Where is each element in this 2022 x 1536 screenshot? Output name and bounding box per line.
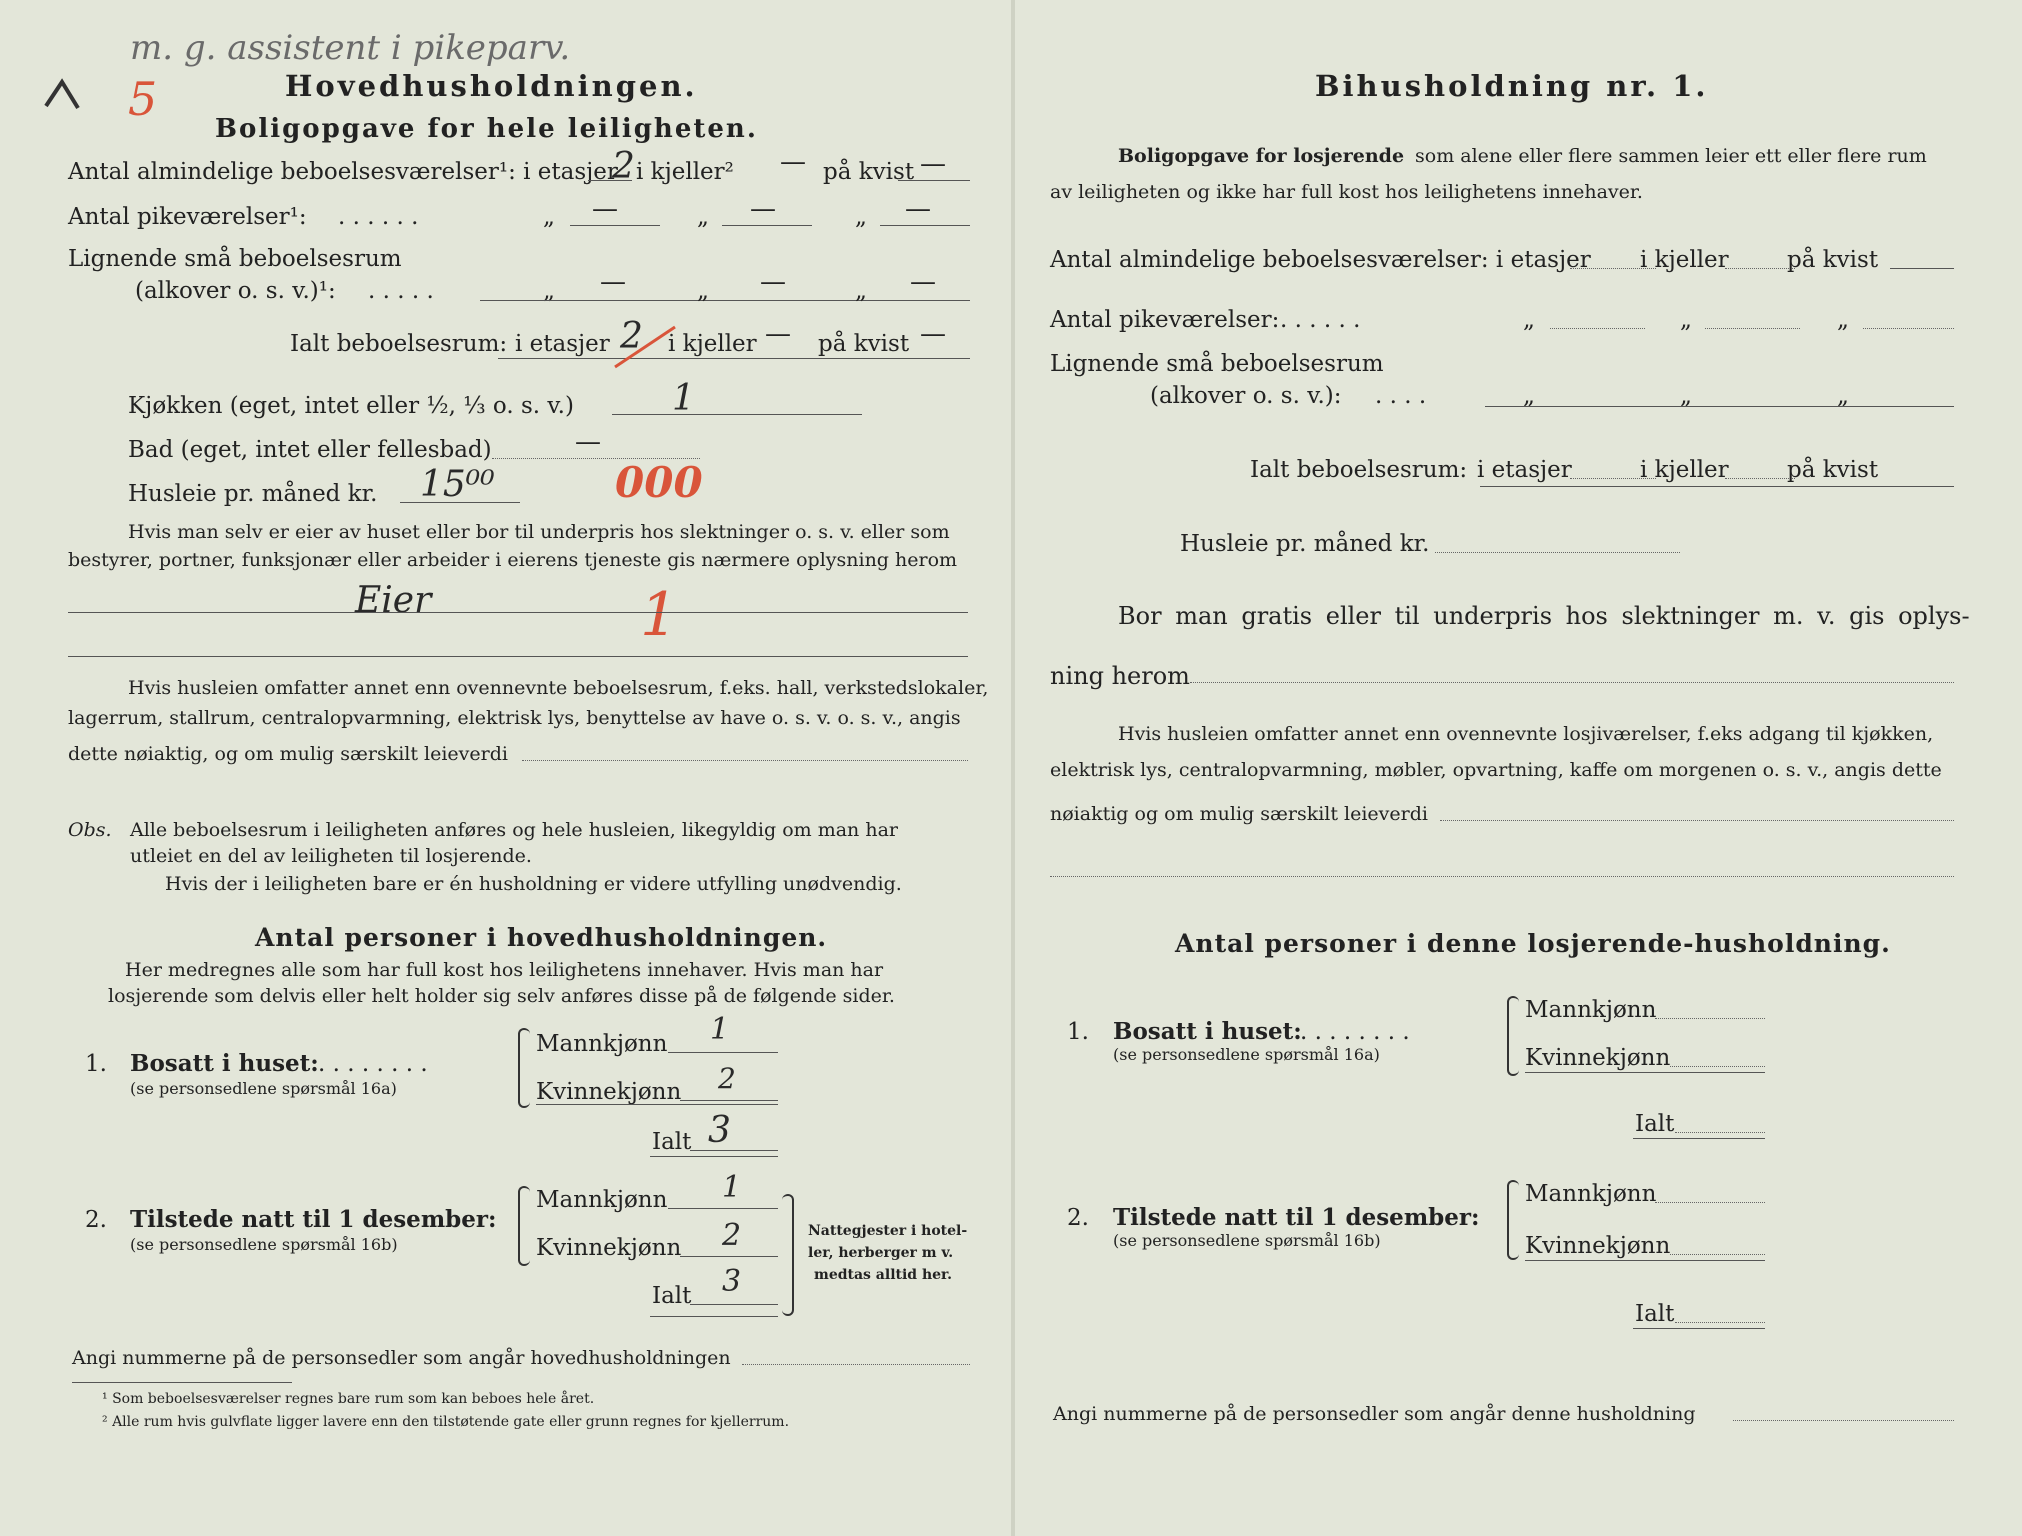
field-line [1485, 406, 1954, 407]
text-gratis-1: Bor man gratis eller til underpris hos slektninger m. v. gis oplys- [1118, 602, 1970, 630]
label-small-rooms-sub: Lignende små beboelsesrum [1050, 351, 1384, 377]
red-strike-mark [610, 322, 680, 372]
label-alkover-sub: (alkover o. s. v.): [1150, 383, 1342, 409]
label-ialt-sub: Ialt [1635, 1111, 1675, 1137]
label-paa-kvist-sub: på kvist [1787, 247, 1879, 273]
ditto-mark: „ [697, 278, 709, 304]
label-ialt: Ialt [652, 1283, 692, 1309]
field-line [1655, 1018, 1765, 1019]
obs-text-2: utleiet en del av leiligheten til losjerende. [130, 845, 532, 867]
field-line [690, 1304, 778, 1305]
field-line [1863, 328, 1954, 329]
tilstede-number-sub: 2. [1067, 1205, 1089, 1231]
label-bosatt-ref: (se personsedlene spørsmål 16a) [130, 1079, 397, 1098]
field-line [880, 225, 970, 226]
hw-bosatt-kvinne: 2 [718, 1062, 736, 1095]
ditto-mark: „ [1680, 383, 1692, 409]
label-i-kjeller: i kjeller [668, 331, 757, 357]
field-line [898, 180, 970, 181]
field-line [1733, 1420, 1954, 1421]
label-tilstede-ref: (se personsedlene spørsmål 16b) [130, 1235, 398, 1254]
field-line [498, 358, 970, 359]
hw-husleie: 15⁰⁰ [420, 464, 495, 505]
intro-bold: Boligopgave for losjerende [1118, 145, 1405, 167]
field-line [690, 1150, 778, 1151]
hw-dash: — [905, 194, 931, 224]
brace [518, 1186, 530, 1266]
field-line [522, 760, 968, 761]
field-line [1550, 328, 1645, 329]
field-line [650, 1156, 778, 1157]
label-husleie: Husleie pr. måned kr. [128, 481, 378, 507]
ditto-mark: „ [697, 204, 709, 230]
hw-red-one: 1 [640, 580, 679, 650]
field-line [1655, 1202, 1765, 1203]
label-ialt-rooms-sub: Ialt beboelsesrum: [1250, 457, 1468, 483]
label-angi-main: Angi nummerne på de personsedler som angår hovedhusholdningen [72, 1347, 731, 1369]
obs-label: Obs. [68, 819, 112, 841]
hw-eier: Eier [355, 580, 432, 621]
hw-ialt-etasjer: 2 [620, 316, 643, 357]
ditto-mark: „ [855, 204, 867, 230]
text-gratis-2: ning herom [1050, 662, 1190, 690]
field-line [1705, 328, 1800, 329]
label-mann-sub: Mannkjønn [1525, 997, 1657, 1023]
persons-note-2: losjerende som delvis eller helt holder sig selv anføres disse på de følgende sider. [108, 985, 895, 1007]
field-line [1525, 1072, 1765, 1073]
persons-title-main: Antal personer i hovedhusholdningen. [255, 923, 828, 952]
label-bosatt-ref-sub: (se personsedlene spørsmål 16a) [1113, 1045, 1380, 1064]
bosatt-number: 1. [85, 1051, 107, 1077]
label-angi-sub: Angi nummerne på de personsedler som angår denne husholdning [1053, 1403, 1696, 1425]
ditto-mark: „ [543, 278, 555, 304]
hw-dash: — [920, 149, 946, 179]
field-line [668, 1208, 778, 1209]
hw-alm-etasjer: 2 [612, 146, 635, 187]
label-alm-rooms: Antal almindelige beboelsesværelser¹: i etasjer [68, 159, 618, 185]
obs-text-3: Hvis der i leiligheten bare er én husholdning er videre utfylling unødvendig. [165, 873, 902, 895]
text-omfatter-2: lagerrum, stallrum, centralopvarmning, elektrisk lys, benyttelse av have o. s. v. o. s. v., angis [68, 707, 961, 729]
field-line [1675, 1322, 1765, 1323]
hw-bosatt-ialt: 3 [708, 1110, 731, 1151]
field-line [570, 225, 660, 226]
hw-tilstede-ialt: 3 [722, 1264, 742, 1299]
text-eier-1: Hvis man selv er eier av huset eller bor til underpris hos slektninger o. s. v. eller som [128, 521, 950, 543]
field-line [650, 1316, 778, 1317]
field-line [668, 1052, 778, 1053]
label-mann-sub: Mannkjønn [1525, 1181, 1657, 1207]
ditto-mark: „ [1680, 307, 1692, 333]
field-line [1525, 1260, 1765, 1261]
field-line [722, 225, 812, 226]
field-line [1670, 1066, 1765, 1067]
ditto-mark: „ [1837, 383, 1849, 409]
field-line [536, 1104, 778, 1105]
intro-text-1: som alene eller flere sammen leier ett eller flere rum [1415, 145, 1927, 167]
field-line [1725, 268, 1795, 269]
label-alm-rooms-sub: Antal almindelige beboelsesværelser: i etasjer [1050, 247, 1591, 273]
hw-dash: — [780, 147, 806, 177]
footnote-1: ¹ Som beboelsesværelser regnes bare rum som kan beboes hele året. [102, 1391, 595, 1407]
field-line [68, 612, 968, 613]
brace [1507, 996, 1519, 1076]
label-paa-kvist: på kvist [823, 159, 915, 185]
label-tilstede-sub: Tilstede natt til 1 desember: [1113, 1204, 1480, 1231]
hw-dash: — [600, 267, 626, 297]
brace [1507, 1180, 1519, 1260]
field-line [1440, 820, 1954, 821]
label-pike-rooms: Antal pikeværelser¹: [68, 204, 307, 230]
tilstede-number: 2. [85, 1207, 107, 1233]
label-pike-rooms-sub: Antal pikeværelser: [1050, 307, 1280, 333]
hw-dash: — [760, 267, 786, 297]
field-line [1480, 486, 1954, 487]
label-i-etasjer: i etasjer [515, 331, 610, 357]
ditto-mark: „ [1837, 307, 1849, 333]
label-tilstede: Tilstede natt til 1 desember: [130, 1206, 497, 1233]
text-omfatter-sub-2: elektrisk lys, centralopvarmning, møbler, opvartning, kaffe om morgenen o. s. v., angis dette [1050, 759, 1942, 781]
label-bosatt: Bosatt i huset: [130, 1050, 319, 1077]
page-title-sub: Bihusholdning nr. 1. [1315, 69, 1709, 103]
brace [782, 1194, 794, 1316]
obs-text-1: Alle beboelsesrum i leiligheten anføres og hele husleien, likegyldig om man har [130, 819, 898, 841]
ditto-mark: „ [855, 278, 867, 304]
label-tilstede-ref-sub: (se personsedlene spørsmål 16b) [1113, 1231, 1381, 1250]
label-mann: Mannkjønn [536, 1187, 668, 1213]
field-line [1190, 682, 1954, 683]
dots: . . . . . . [338, 204, 419, 230]
text-omfatter-sub-3: nøiaktig og om mulig særskilt leieverdi [1050, 803, 1428, 825]
field-line [480, 300, 970, 301]
ditto-mark: „ [1523, 307, 1535, 333]
label-small-rooms: Lignende små beboelsesrum [68, 246, 402, 272]
label-kvinne-sub: Kvinnekjønn [1525, 1045, 1671, 1071]
persons-note-1: Her medregnes alle som har full kost hos leilighetens innehaver. Hvis man har [125, 959, 884, 981]
field-line [1435, 552, 1680, 553]
footnote-divider [72, 1382, 292, 1383]
label-kvinne: Kvinnekjønn [536, 1079, 682, 1105]
hw-kjokken: 1 [672, 378, 695, 419]
footnote-2: ² Alle rum hvis gulvflate ligger lavere enn den tilstøtende gate eller grunn regnes for kjellerrum. [102, 1414, 790, 1430]
label-paa-kvist-sub: på kvist [1787, 457, 1879, 483]
field-line [612, 414, 862, 415]
hw-dash: — [592, 194, 618, 224]
label-husleie-sub: Husleie pr. måned kr. [1180, 531, 1430, 557]
label-ialt-rooms: Ialt beboelsesrum: [290, 331, 508, 357]
hw-dash: — [765, 319, 791, 349]
dots: . . . . . . . . [318, 1051, 428, 1077]
field-line [680, 1256, 778, 1257]
label-i-kjeller-sub: i kjeller [1640, 457, 1729, 483]
text-omfatter-sub-1: Hvis husleien omfatter annet enn ovennevnte losjiværelser, f.eks adgang til kjøkken, [1118, 723, 1934, 745]
dots: . . . . . . [1280, 307, 1361, 333]
label-kjokken: Kjøkken (eget, intet eller ½, ⅓ o. s. v.) [128, 393, 574, 419]
label-alkover: (alkover o. s. v.)¹: [135, 278, 336, 304]
hw-tilstede-mann: 1 [722, 1170, 742, 1205]
label-bad: Bad (eget, intet eller fellesbad) [128, 437, 492, 463]
label-i-kjeller-sub: i kjeller [1640, 247, 1729, 273]
page-subtitle-main: Boligopgave for hele leiligheten. [215, 114, 758, 144]
field-line [68, 656, 968, 657]
check-mark-icon [42, 78, 82, 112]
bosatt-number-sub: 1. [1067, 1019, 1089, 1045]
dots: . . . . . . . . [1300, 1019, 1410, 1045]
note-nattegjester-3: medtas alltid her. [814, 1267, 953, 1283]
persons-title-sub: Antal personer i denne losjerende-husholdning. [1175, 929, 1891, 958]
field-line [742, 1364, 970, 1365]
label-paa-kvist: på kvist [818, 331, 910, 357]
label-kvinne: Kvinnekjønn [536, 1235, 682, 1261]
hw-dash: — [920, 319, 946, 349]
label-i-etasjer-sub: i etasjer [1477, 457, 1572, 483]
handwritten-red-five: 5 [128, 72, 158, 126]
field-line [1670, 1254, 1765, 1255]
dots: . . . . [1375, 383, 1427, 409]
hw-tilstede-kvinne: 2 [722, 1218, 742, 1253]
note-nattegjester-2: ler, herberger m v. [808, 1245, 954, 1261]
field-line [1725, 478, 1795, 479]
label-kjeller: i kjeller² [636, 159, 734, 185]
page-title-main: Hovedhusholdningen. [285, 69, 698, 103]
label-ialt-sub: Ialt [1635, 1301, 1675, 1327]
field-line [1890, 268, 1954, 269]
note-nattegjester-1: Nattegjester i hotel- [808, 1223, 968, 1239]
ditto-mark: „ [1523, 383, 1535, 409]
label-mann: Mannkjønn [536, 1031, 668, 1057]
text-omfatter-1: Hvis husleien omfatter annet enn ovennevnte beboelsesrum, f.eks. hall, verkstedslokaler, [128, 677, 989, 699]
field-line [680, 1100, 778, 1101]
hw-husleie-red: 000 [615, 458, 703, 507]
field-line [1050, 876, 1954, 877]
label-kvinne-sub: Kvinnekjønn [1525, 1233, 1671, 1259]
label-ialt: Ialt [652, 1129, 692, 1155]
hw-bosatt-mann: 1 [710, 1012, 730, 1047]
right-page-sub-household [1015, 0, 2022, 1536]
field-line [1633, 1138, 1765, 1139]
field-line [1675, 1132, 1765, 1133]
text-omfatter-3: dette nøiaktig, og om mulig særskilt leieverdi [68, 743, 508, 765]
text-eier-2: bestyrer, portner, funksjonær eller arbeider i eierens tjeneste gis nærmere oplysning herom [68, 549, 958, 571]
label-bosatt-sub: Bosatt i huset: [1113, 1018, 1302, 1045]
field-line [1633, 1328, 1765, 1329]
intro-text-2: av leiligheten og ikke har full kost hos leilighetens innehaver. [1050, 181, 1643, 203]
handwritten-top-note: m. g. assistent i pikeparv. [130, 28, 571, 68]
hw-dash: — [910, 267, 936, 297]
brace [518, 1028, 530, 1108]
dots: . . . . . [368, 278, 434, 304]
ditto-mark: „ [543, 204, 555, 230]
hw-dash: — [750, 194, 776, 224]
hw-dash: — [575, 427, 601, 457]
